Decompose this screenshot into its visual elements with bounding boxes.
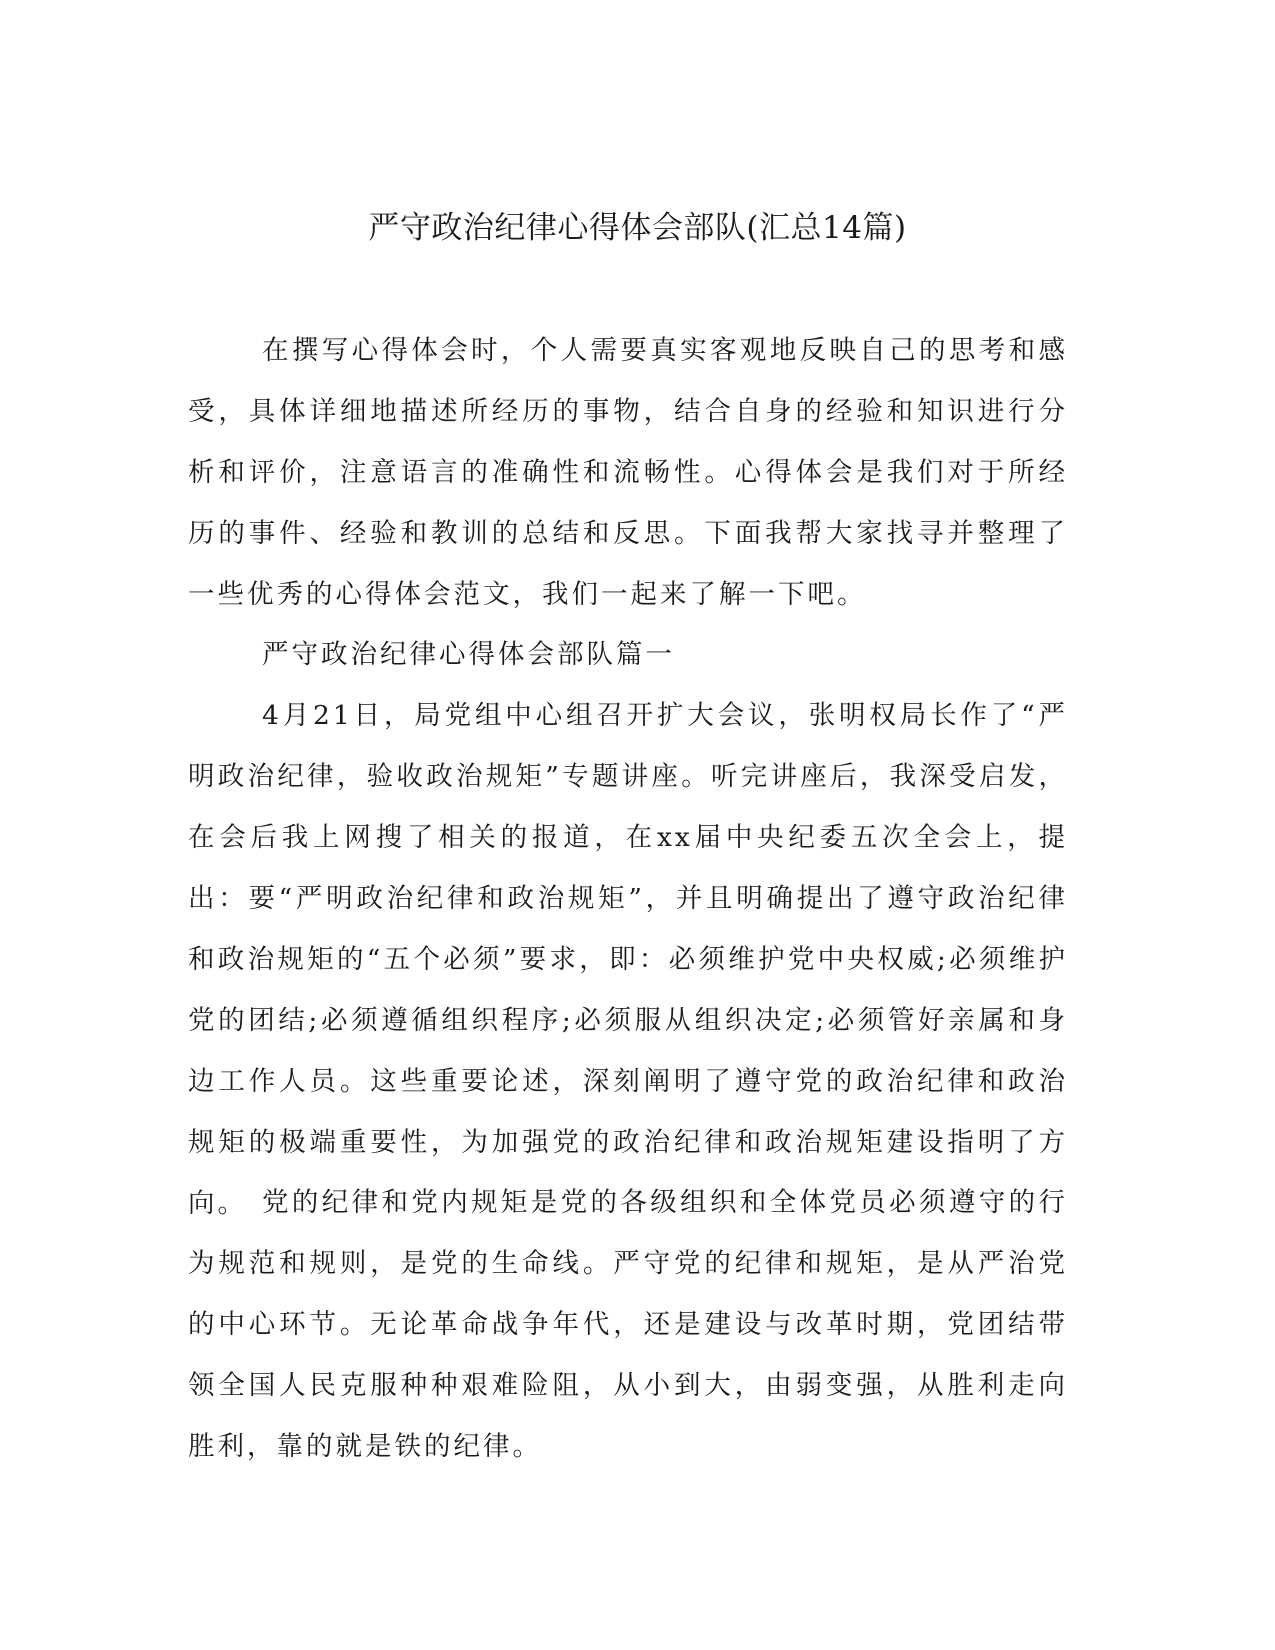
body-paragraph: 党的纪律和党内规矩是党的各级组织和全体党员必须遵守的行为规范和规则，是党的生命线。严守党的纪律和规矩，是从严治党的中心环节。无论革命战争年代，还是建设与改革时期，党团结带领全国人民克服种种艰难险阻，从小到大，由弱变强，从胜利走向胜利，靠的就是铁的纪律。: [188, 1187, 1068, 1462]
document-title: 严守政治纪律心得体会部队(汇总14篇): [368, 210, 907, 246]
body-paragraph: 4月21日，局党组中心组召开扩大会议，张明权局长作了“严明政治纪律，验收政治规矩”专题讲座。听完讲座后，我深受启发，在会后我上网搜了相关的报道，在xx届中央纪委五次全会上，提出：要“严明政治纪律和政治规矩”，并且明确提出了遵守政治纪律和政治规矩的“五个必须”要求，即：必须维护党中央权威;必须维护党的团结;必须遵循组织程序;必须服从组织决定;必须管好亲属和身边工作人员。这些重要论述，深刻阐明了遵守党的政治纪律和政治规矩的极端重要性，为加强党的政治纪律和政治规矩建设指明了方向。: [188, 700, 1068, 1219]
intro-paragraph: 在撰写心得体会时，个人需要真实客观地反映自己的思考和感受，具体详细地描述所经历的事物，结合自身的经验和知识进行分析和评价，注意语言的准确性和流畅性。心得体会是我们对于所经历的事件、经验和教训的总结和反思。下面我帮大家找寻并整理了一些优秀的心得体会范文，我们一起来了解一下吧。: [188, 335, 1068, 610]
section-heading: 严守政治纪律心得体会部队篇一: [262, 639, 675, 670]
